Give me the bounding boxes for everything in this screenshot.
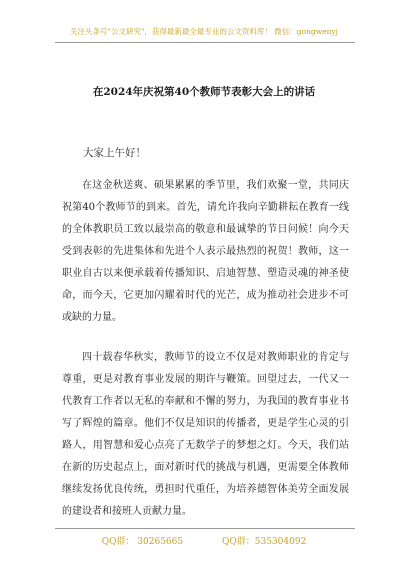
page-title: 在2024年庆祝第40个教师节表彰大会上的讲话 xyxy=(92,86,316,98)
body-paragraph-1: 在这金秋送爽、硕果累累的季节里，我们欢聚一堂，共同庆祝第40个教师节的到来。首先，请允许我向辛勤耕耘在教育一线的全体教职员工致以最崇高的敬意和最诚挚的节日问候！向今天受到表彰的先进集体和先进个人表示最热烈的祝贺！教师，这一职业自古以来便承载着传播知识、启迪智慧、塑造灵魂的神圣使命，而今天，它更加闪耀着时代的光芒，成为推动社会进步不可或缺的力量。 xyxy=(62,180,349,323)
greeting-line: 大家上午好！ xyxy=(83,147,146,159)
footer-qq-group-2: QQ群：535304092 xyxy=(222,537,307,547)
footer-qq-group-1: QQ群： 30265665 xyxy=(101,537,184,547)
footer-divider xyxy=(55,528,355,529)
body-paragraph-2: 四十载春华秋实，教师节的设立不仅是对教师职业的肯定与尊重，更是对教育事业发展的期许与鞭策。回望过去，一代又一代教育工作者以无私的奉献和不懈的努力，为我国的教育事业书写了辉煌的篇章。他们不仅是知识的传播者，更是学生心灵的引路人，用智慧和爱心点亮了无数学子的梦想之灯。今天，我们站在新的历史起点上，面对新时代的挑战与机遇，更需要全体教师继续发扬优良传统，勇担时代重任，为培养德智体美劳全面发展的建设者和接班人贡献力量。 xyxy=(62,352,349,517)
footer-contacts xyxy=(0,534,408,547)
header-banner: 关注头条号"公文研究"，获得最新最全最专业的公文资料库！ 微信：gongwenyj xyxy=(70,27,338,36)
header-divider xyxy=(55,42,355,43)
